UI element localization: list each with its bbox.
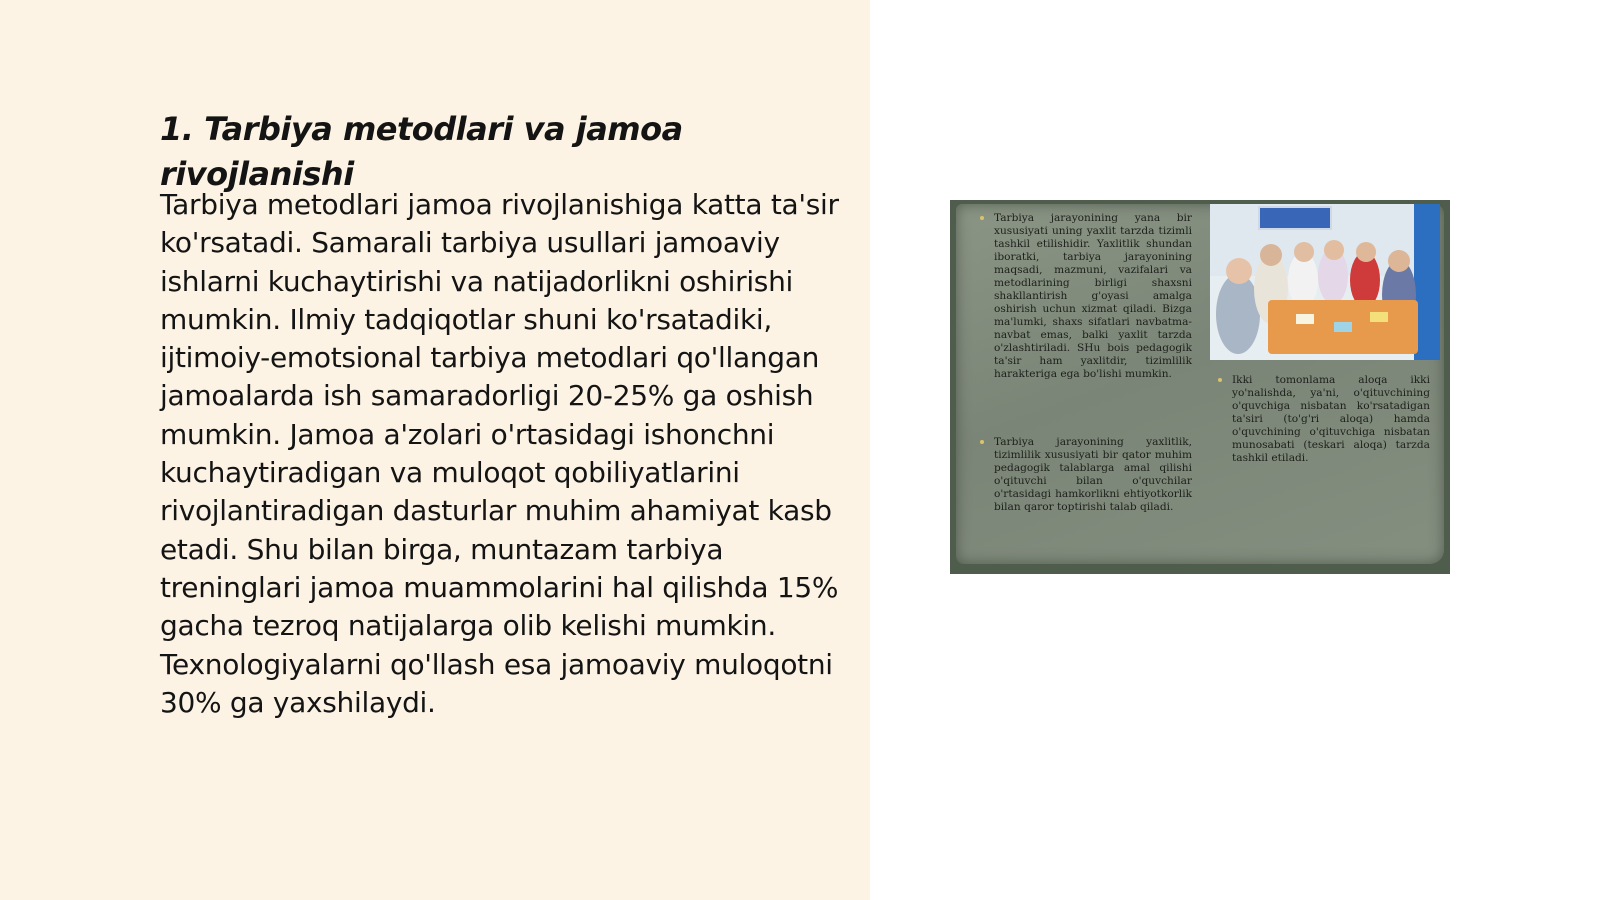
photo-paper	[1370, 312, 1388, 322]
chalkboard-figure	[950, 200, 1450, 574]
child-face	[1388, 250, 1410, 272]
child-face	[1226, 258, 1252, 284]
chalkboard	[956, 204, 1444, 564]
slide-body-text: Tarbiya metodlari jamoa rivojlanishiga katta ta'sir ko'rsatadi. Samarali tarbiya usullari jamoaviy ishlarni kuchaytirishi va natijadorlikni oshirishi mumkin. Ilmiy tadqiqotlar shuni ko'rsatadiki, ijtimoiy-emotsional tarbiya metodlari qo'llangan jamoalarda ish samaradorligi 20-25% ga oshish mumkin. Jamoa a'zolari o'rtasidagi ishonchni kuchaytiradigan va muloqot qobiliyatlarini rivojlantiradigan dasturlar muhim ahamiyat kasb etadi. Shu bilan birga, muntazam tarbiya treninglari jamoa muammolarini hal qilishda 15% gacha tezroq natijalarga olib kelishi mumkin. Texnologiyalarni qo'llash esa jamoaviy muloqotni 30% ga yaxshilaydi.	[160, 188, 839, 719]
photo-paper	[1296, 314, 1314, 324]
bullet-icon	[1218, 378, 1222, 382]
bullet-icon	[980, 440, 984, 444]
photo-wall-board	[1258, 206, 1332, 230]
child-face	[1294, 242, 1314, 262]
photo-paper	[1334, 322, 1352, 332]
classroom-photo	[1210, 204, 1440, 360]
child-face	[1356, 242, 1376, 262]
figure-paragraph-1: Tarbiya jarayonining yana bir xususiyati uning yaxlit tarzda tizimli tashkil etilishidir. Yaxlitlik shundan iboratki, tarbiya jarayonining maqsadi, mazmuni, vazifalari va metodlarining birligi shaxsni shakllantirish g'oyasi amalga oshirish uchun xizmat qiladi. Bizga ma'lumki, shaxs sifatlari navbatma-navbat emas, balki yaxlit tarzda o'zlashtiriladi. SHu bois pedagogik ta'sir ham yaxlitdir, tizimlilik harakteriga ega bo'lishi mumkin.	[994, 212, 1192, 380]
bullet-icon	[980, 216, 984, 220]
figure-paragraph-3: Ikki tomonlama aloqa ikki yo'nalishda, ya'ni, o'qituvchining o'quvchiga nisbatan ko'rsatadigan ta'siri (to'g'ri aloqa) hamda o'quvchining o'qituvchiga nisbatan munosabati (teskari aloqa) tarzda tashkil etiladi.	[1232, 374, 1430, 464]
child-face	[1324, 240, 1344, 260]
slide-title: 1. Tarbiya metodlari va jamoa rivojlanishi	[160, 110, 683, 193]
figure-paragraph-2: Tarbiya jarayonining yaxlitlik, tizimlilik xususiyati bir qator muhim pedagogik talablarga amal qilishi o'qituvchi bilan o'quvchilar o'rtasidagi hamkorlikni ehtiyotkorlik bilan qaror toptirishi talab qiladi.	[994, 436, 1192, 513]
child-face	[1260, 244, 1282, 266]
